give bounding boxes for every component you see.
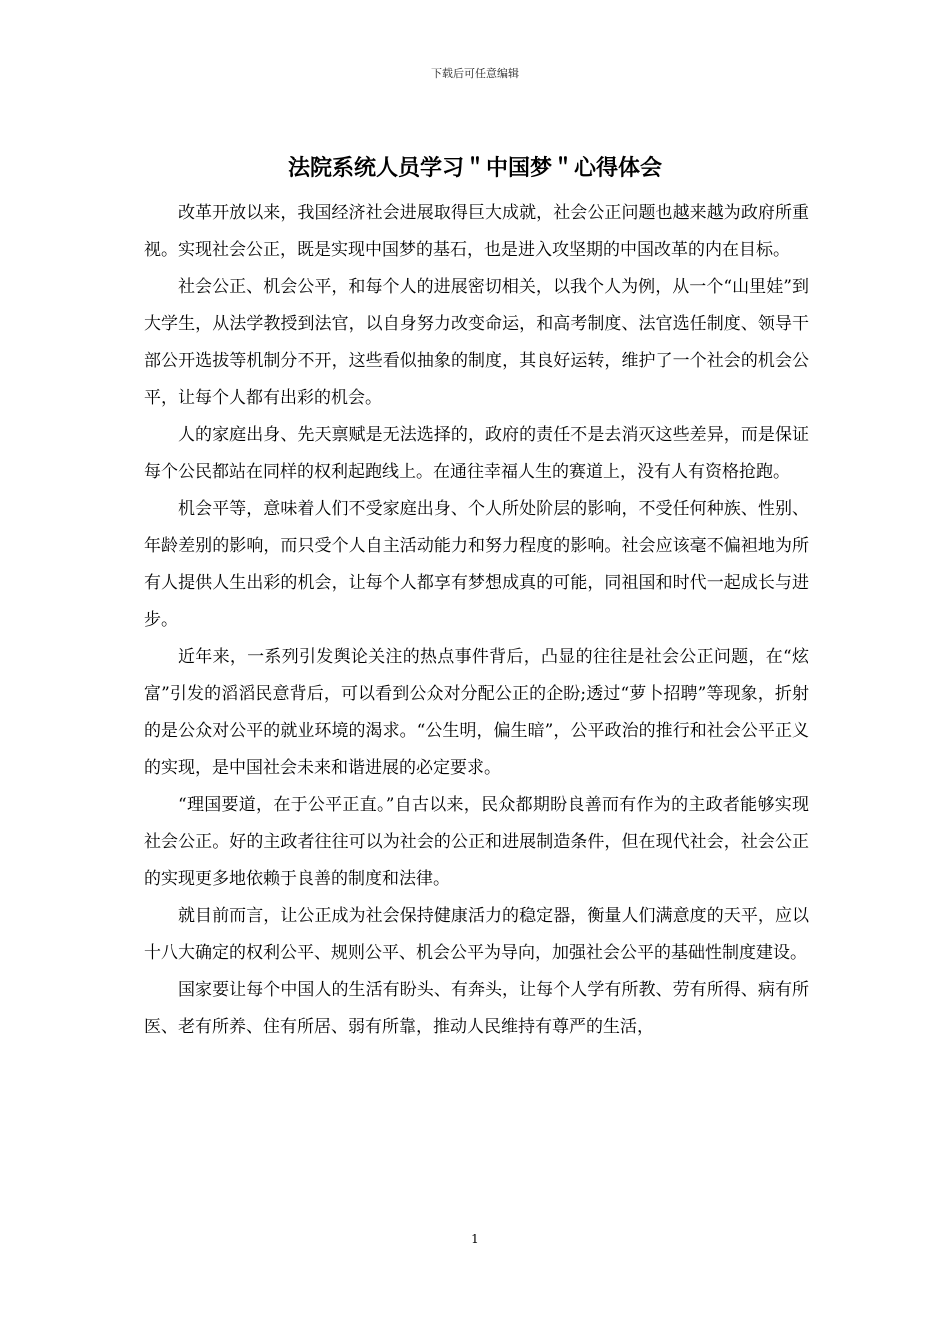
page-header-note: 下载后可任意编辑 — [431, 67, 519, 80]
paragraph: 改革开放以来，我国经济社会进展取得巨大成就，社会公正问题也越来越为政府所重视。实现社会公正，既是实现中国梦的基石，也是进入攻坚期的中国改革的内在目标。 — [144, 203, 809, 260]
paragraph: 社会公正、机会公平，和每个人的进展密切相关，以我个人为例，从一个“山里娃”到大学生，从法学教授到法官，以自身努力改变命运，和高考制度、法官选任制度、领导干部公开选拔等机制分不开，这些看似抽象的制度，其良好运转，维护了一个社会的机会公平，让每个人都有出彩的机会。 — [144, 277, 809, 408]
document-title: 法院系统人员学习＂中国梦＂心得体会 — [287, 156, 662, 181]
paragraph: “理国要道，在于公平正直。”自古以来，民众都期盼良善而有作为的主政者能够实现社会公正。好的主政者往往可以为社会的公正和进展制造条件，但在现代社会，社会公正的实现更多地依赖于良善的制度和法律。 — [144, 795, 809, 889]
paragraph: 近年来，一系列引发舆论关注的热点事件背后，凸显的往往是社会公正问题，在“炫富”引发的滔滔民意背后，可以看到公众对分配公正的企盼;透过“萝卜招聘”等现象，折射的是公众对公平的就业环境的渴求。“公生明，偏生暗”，公平政治的推行和社会公平正义的实现，是中国社会未来和谐进展的必定要求。 — [144, 647, 809, 778]
page-number: 1 — [471, 1232, 479, 1246]
document-body — [144, 195, 809, 1046]
paragraph: 就目前而言，让公正成为社会保持健康活力的稳定器，衡量人们满意度的天平，应以十八大确定的权利公平、规则公平、机会公平为导向，加强社会公平的基础性制度建设。 — [144, 906, 809, 963]
paragraph: 机会平等，意味着人们不受家庭出身、个人所处阶层的影响，不受任何种族、性别、年龄差别的影响，而只受个人自主活动能力和努力程度的影响。社会应该毫不偏袒地为所有人提供人生出彩的机会，让每个人都享有梦想成真的可能，同祖国和时代一起成长与进步。 — [144, 499, 809, 630]
paragraph: 人的家庭出身、先天禀赋是无法选择的，政府的责任不是去消灭这些差异，而是保证每个公民都站在同样的权利起跑线上。在通往幸福人生的赛道上，没有人有资格抢跑。 — [144, 425, 809, 482]
paragraph: 国家要让每个中国人的生活有盼头、有奔头，让每个人学有所教、劳有所得、病有所医、老有所养、住有所居、弱有所靠，推动人民维持有尊严的生活， — [144, 980, 809, 1037]
